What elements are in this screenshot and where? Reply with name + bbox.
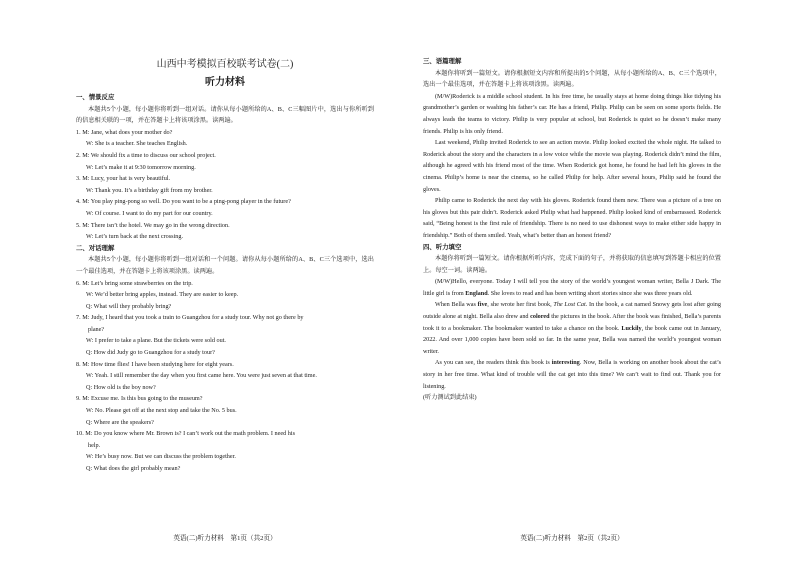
- book-title: The Lost Cat: [553, 301, 586, 309]
- answer-word: colored: [530, 313, 550, 321]
- dialogue-line: Q: What does the girl probably mean?: [86, 465, 181, 472]
- end-note: (听力测试到此结束): [423, 394, 477, 402]
- passage-paragraph: (M/W)Hello, everyone. Today I will tell you the story of the world’s youngest woman writer, Bella J Dark. The little girl is from England. She loves to read and has been writing short stories since she was three years old.: [423, 278, 721, 297]
- dialogue-line: 2. M: We should fix a time to discuss our school project.: [76, 151, 216, 159]
- dialogue-line: 4. M: You play ping-pong so well. Do you want to be a ping-pong player in the future?: [76, 198, 291, 206]
- section2-heading: 二、对话理解: [76, 244, 115, 252]
- dialogue-line: plane?: [88, 325, 105, 333]
- dialogue-line: 5. M: There isn’t the hotel. We may go in the wrong direction.: [76, 221, 230, 229]
- dialogue-line: W: Let’s turn back at the next crossing.: [86, 233, 184, 241]
- passage-paragraph: When Bella was five, she wrote her first book, The Lost Cat. In the book, a cat named Snowy gets lost after going outside alone at night. Bella also drew and colored the pictures in the book. After the book was finished, Bella’s parents took it to a bookmaker. The bookmaker wanted to take a chance on the book. Luckily, the book came out in January, 2022. And over 1,000 copies have been sold so far. In the same year, Bella was named the world’s youngest woman writer.: [423, 301, 722, 355]
- passage-paragraph: Philip came to Roderick the next day with his gloves. Roderick found them new. There was a picture of a tree on his gloves but this pair didn’t. Roderick asked Philip what had happened. Philip looked kind of embarrassed. Roderick said, “Being honest is the first rule of friendship. There is no need to use dishonest ways to make either side happy in friendship.” Both of them smiled. Yeah, what’s better than an honest friend?: [423, 197, 721, 239]
- dialogue-line: W: Let’s make it at 9:30 tomorrow morning.: [86, 163, 196, 171]
- answer-word: England: [465, 289, 488, 297]
- section4-heading: 四、听力填空: [423, 243, 462, 251]
- section1-intro: 本题共5个小题，每小题你将听到一组对话。请你从每小题所给的A、B、C三幅图片中，选出与你所听到的信息相关联的一项，并在答题卡上将该项涂黑。读两遍。: [76, 105, 374, 125]
- section1-heading: 一、情景反应: [76, 94, 115, 101]
- footer-right: 英语(二)听力材料 第2页（共2页）: [520, 535, 624, 542]
- section1-items: [76, 127, 374, 243]
- page-left: [76, 0, 374, 562]
- answer-word: five: [477, 301, 488, 309]
- page-title: 山西中考模拟百校联考试卷(二): [156, 59, 294, 70]
- answer-word: Luckily: [621, 324, 642, 332]
- dialogue-line: Q: Where are the speakers?: [86, 418, 154, 426]
- dialogue-line: W: He’s busy now. But we can discuss the problem together.: [86, 453, 236, 461]
- dialogue-line: 6. M: Let’s bring some strawberries on the trip.: [76, 279, 193, 287]
- dialogue-line: W: Thank you. It’s a birthday gift from my brother.: [86, 186, 213, 194]
- dialogue-line: W: I prefer to take a plane. But the tickets were sold out.: [86, 337, 226, 345]
- passage-paragraph: (M/W)Roderick is a middle school student. In his free time, he usually stays at home doing things like tidying his grandmother’s garden or washing his father’s car. He has a friend, Philip. Philip can be seen on some sports fields. He always leads the teams to victory. Philip is very popular at school, but Roderick is quiet so he doesn’t make many friends. Philip is his only friend.: [423, 92, 721, 135]
- dialogue-line: 9. M: Excuse me. Is this bus going to the museum?: [76, 395, 203, 403]
- dialogue-line: 10. M: Do you know where Mr. Brown is? I can’t work out the math problem. I need his: [76, 430, 295, 438]
- dialogue-line: W: Yeah. I still remember the day when you first came here. You were just seven at that time.: [86, 372, 317, 380]
- dialogue-line: 3. M: Lucy, your hat is very beautiful.: [76, 175, 171, 183]
- dialogue-line: 7. M: Judy, I heard that you took a train to Guangzhou for a study tour. Why not go there by: [76, 314, 304, 322]
- section2-intro: 本题共5个小题，每小题你将听到一组对话和一个问题。请你从每小题所给的A、B、C三个选项中，选出一个最佳选项，并在答题卡上将该项涂黑。读两遍。: [76, 256, 374, 275]
- section4-intro: 本题你将听到一篇短文。请你根据所听内容，完成下面的句子，并将获取的信息填写到答题卡相应的位置上。每空一词。读两遍。: [423, 255, 721, 274]
- page-subtitle: 听力材料: [205, 77, 245, 88]
- passage-paragraph: Last weekend, Philip invited Roderick to see an action movie. Philip looked excited the whole night. He talked to Roderick about the story and the characters in a low voice while the movie was playing. Roderick didn’t mind the film, although he agreed with his friend most of the time. When Roderick got home, he found he had left his gloves in the cinema. Philip’s home is near the cinema, so he called Philip for help. After several hours, Philip said he found the gloves.: [423, 139, 721, 193]
- dialogue-line: W: No. Please get off at the next stop and take the No. 5 bus.: [86, 407, 237, 415]
- dialogue-line: W: We’d better bring apples, instead. They are easier to keep.: [86, 291, 239, 299]
- section2-items: [76, 278, 374, 475]
- dialogue-line: W: She is a teacher. She teaches English.: [86, 140, 188, 148]
- dialogue-line: W: Of course. I want to do my part for our country.: [86, 209, 213, 217]
- dialogue-line: help.: [88, 441, 101, 449]
- dialogue-line: 8. M: How time flies! I have been studying here for eight years.: [76, 360, 234, 368]
- dialogue-line: Q: What will they probably bring?: [86, 302, 172, 310]
- answer-word: interesting: [551, 359, 580, 367]
- dialogue-line: Q: How did Judy go to Guangzhou for a study tour?: [86, 349, 215, 357]
- dialogue-line: Q: How old is the boy now?: [86, 383, 156, 391]
- section3-intro: 本题你将听到一篇短文。请你根据短文内容和所提出的5个问题，从每小题所给的A、B、C三个选项中，选出一个最佳选项，并在答题卡上将该项涂黑。读两遍。: [423, 69, 721, 89]
- dialogue-line: 1. M: Jane, what does your mother do?: [76, 128, 173, 136]
- footer-left: 英语(二)听力材料 第1页（共2页）: [173, 535, 277, 542]
- passage-paragraph: As you can see, the readers think this book is interesting. Now, Bella is working on another book about the cat’s story in her free time. What kind of trouble will the cat get into this time? We can’t wait to find out. Thank you for listening.: [423, 359, 721, 390]
- page-right: [423, 0, 721, 562]
- section3-heading: 三、语篇理解: [423, 58, 462, 65]
